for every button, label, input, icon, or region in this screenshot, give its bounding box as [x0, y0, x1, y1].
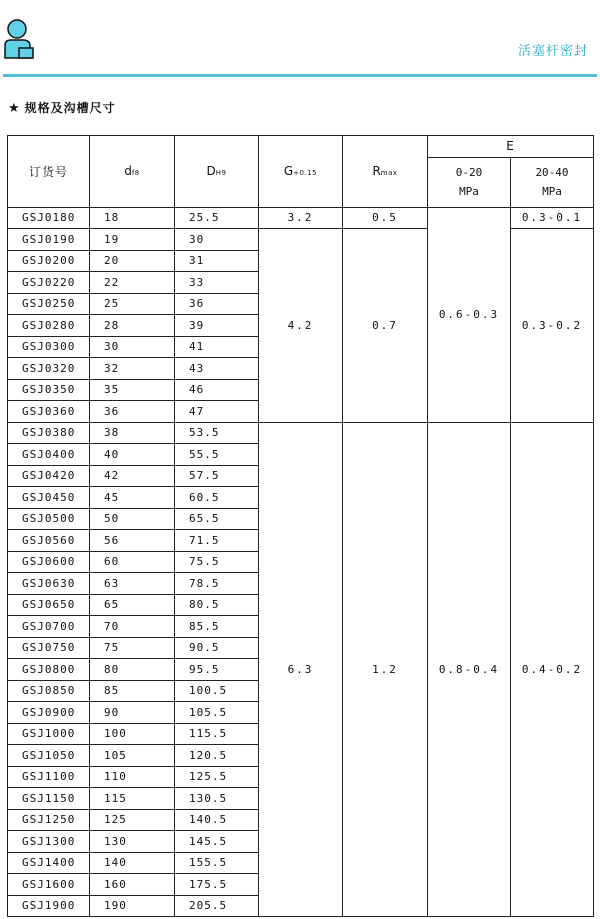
order-no-cell: GSJ0200 — [8, 250, 90, 272]
E1-cell: 0.8-0.4 — [428, 422, 511, 917]
order-no-cell: GSJ1900 — [8, 895, 90, 917]
order-no-cell: GSJ0300 — [8, 336, 90, 358]
order-no-cell: GSJ0800 — [8, 659, 90, 681]
d-cell: 28 — [90, 315, 175, 337]
D-cell: 25.5 — [175, 207, 259, 229]
table-row — [8, 422, 594, 444]
d-cell: 85 — [90, 680, 175, 702]
d-cell: 35 — [90, 379, 175, 401]
header-R: Rmax — [343, 136, 428, 208]
order-no-cell: GSJ0450 — [8, 487, 90, 509]
d-cell: 160 — [90, 874, 175, 896]
order-no-cell: GSJ0700 — [8, 616, 90, 638]
order-no-cell: GSJ0280 — [8, 315, 90, 337]
order-no-cell: GSJ0350 — [8, 379, 90, 401]
d-cell: 75 — [90, 637, 175, 659]
person-gear-logo-icon — [3, 18, 35, 60]
D-cell: 30 — [175, 229, 259, 251]
d-cell: 40 — [90, 444, 175, 466]
d-cell: 32 — [90, 358, 175, 380]
d-cell: 100 — [90, 723, 175, 745]
order-no-cell: GSJ0250 — [8, 293, 90, 315]
d-cell: 42 — [90, 465, 175, 487]
D-cell: 71.5 — [175, 530, 259, 552]
R-cell: 0.5 — [343, 207, 428, 229]
header-d: df8 — [90, 136, 175, 208]
D-cell: 80.5 — [175, 594, 259, 616]
D-cell: 65.5 — [175, 508, 259, 530]
D-cell: 36 — [175, 293, 259, 315]
order-no-cell: GSJ0220 — [8, 272, 90, 294]
spec-table — [7, 135, 594, 917]
D-cell: 55.5 — [175, 444, 259, 466]
d-cell: 50 — [90, 508, 175, 530]
order-no-cell: GSJ0630 — [8, 573, 90, 595]
order-no-cell: GSJ0560 — [8, 530, 90, 552]
order-no-cell: GSJ1150 — [8, 788, 90, 810]
D-cell: 155.5 — [175, 852, 259, 874]
header-D: DH9 — [175, 136, 259, 208]
E2-cell: 0.4-0.2 — [511, 422, 594, 917]
D-cell: 31 — [175, 250, 259, 272]
D-cell: 90.5 — [175, 637, 259, 659]
d-cell: 90 — [90, 702, 175, 724]
D-cell: 33 — [175, 272, 259, 294]
E2-cell: 0.3-0.1 — [511, 207, 594, 229]
header-order-no: 订货号 — [8, 136, 90, 208]
D-cell: 95.5 — [175, 659, 259, 681]
order-no-cell: GSJ0600 — [8, 551, 90, 573]
D-cell: 57.5 — [175, 465, 259, 487]
order-no-cell: GSJ1600 — [8, 874, 90, 896]
order-no-cell: GSJ1100 — [8, 766, 90, 788]
d-cell: 190 — [90, 895, 175, 917]
table-row — [8, 207, 594, 229]
D-cell: 145.5 — [175, 831, 259, 853]
order-no-cell: GSJ0750 — [8, 637, 90, 659]
D-cell: 100.5 — [175, 680, 259, 702]
R-cell: 1.2 — [343, 422, 428, 917]
D-cell: 85.5 — [175, 616, 259, 638]
order-no-cell: GSJ0500 — [8, 508, 90, 530]
D-cell: 105.5 — [175, 702, 259, 724]
D-cell: 53.5 — [175, 422, 259, 444]
order-no-cell: GSJ1250 — [8, 809, 90, 831]
order-no-cell: GSJ0420 — [8, 465, 90, 487]
D-cell: 41 — [175, 336, 259, 358]
order-no-cell: GSJ0650 — [8, 594, 90, 616]
d-cell: 20 — [90, 250, 175, 272]
order-no-cell: GSJ0400 — [8, 444, 90, 466]
header-E1: 0-20 MPa — [428, 157, 511, 207]
d-cell: 38 — [90, 422, 175, 444]
header-E2: 20-40 MPa — [511, 157, 594, 207]
G-cell: 3.2 — [259, 207, 343, 229]
D-cell: 43 — [175, 358, 259, 380]
order-no-cell: GSJ0180 — [8, 207, 90, 229]
d-cell: 56 — [90, 530, 175, 552]
D-cell: 115.5 — [175, 723, 259, 745]
D-cell: 78.5 — [175, 573, 259, 595]
d-cell: 18 — [90, 207, 175, 229]
D-cell: 140.5 — [175, 809, 259, 831]
d-cell: 60 — [90, 551, 175, 573]
D-cell: 46 — [175, 379, 259, 401]
D-cell: 47 — [175, 401, 259, 423]
header-E: E — [428, 136, 594, 158]
order-no-cell: GSJ0190 — [8, 229, 90, 251]
header-divider — [3, 74, 597, 77]
E2-cell: 0.3-0.2 — [511, 229, 594, 423]
header-row — [8, 136, 594, 158]
d-cell: 22 — [90, 272, 175, 294]
star-icon: ★ — [8, 101, 21, 116]
R-cell: 0.7 — [343, 229, 428, 423]
D-cell: 175.5 — [175, 874, 259, 896]
order-no-cell: GSJ1000 — [8, 723, 90, 745]
order-no-cell: GSJ0360 — [8, 401, 90, 423]
d-cell: 80 — [90, 659, 175, 681]
d-cell: 36 — [90, 401, 175, 423]
header-G: G+0.15 — [259, 136, 343, 208]
D-cell: 60.5 — [175, 487, 259, 509]
d-cell: 25 — [90, 293, 175, 315]
D-cell: 205.5 — [175, 895, 259, 917]
D-cell: 130.5 — [175, 788, 259, 810]
section-name: 活塞杆密封 — [517, 44, 588, 59]
d-cell: 130 — [90, 831, 175, 853]
order-no-cell: GSJ1400 — [8, 852, 90, 874]
d-cell: 19 — [90, 229, 175, 251]
E1-cell: 0.6-0.3 — [428, 207, 511, 422]
d-cell: 110 — [90, 766, 175, 788]
order-no-cell: GSJ1300 — [8, 831, 90, 853]
D-cell: 125.5 — [175, 766, 259, 788]
order-no-cell: GSJ0900 — [8, 702, 90, 724]
D-cell: 39 — [175, 315, 259, 337]
d-cell: 105 — [90, 745, 175, 767]
d-cell: 140 — [90, 852, 175, 874]
spec-heading-title: 规格及沟槽尺寸 — [24, 101, 116, 115]
d-cell: 30 — [90, 336, 175, 358]
d-cell: 63 — [90, 573, 175, 595]
order-no-cell: GSJ0320 — [8, 358, 90, 380]
G-cell: 6.3 — [259, 422, 343, 917]
d-cell: 125 — [90, 809, 175, 831]
G-cell: 4.2 — [259, 229, 343, 423]
D-cell: 120.5 — [175, 745, 259, 767]
d-cell: 65 — [90, 594, 175, 616]
d-cell: 45 — [90, 487, 175, 509]
order-no-cell: GSJ0380 — [8, 422, 90, 444]
order-no-cell: GSJ1050 — [8, 745, 90, 767]
d-cell: 70 — [90, 616, 175, 638]
d-cell: 115 — [90, 788, 175, 810]
spec-heading — [8, 99, 116, 116]
D-cell: 75.5 — [175, 551, 259, 573]
order-no-cell: GSJ0850 — [8, 680, 90, 702]
